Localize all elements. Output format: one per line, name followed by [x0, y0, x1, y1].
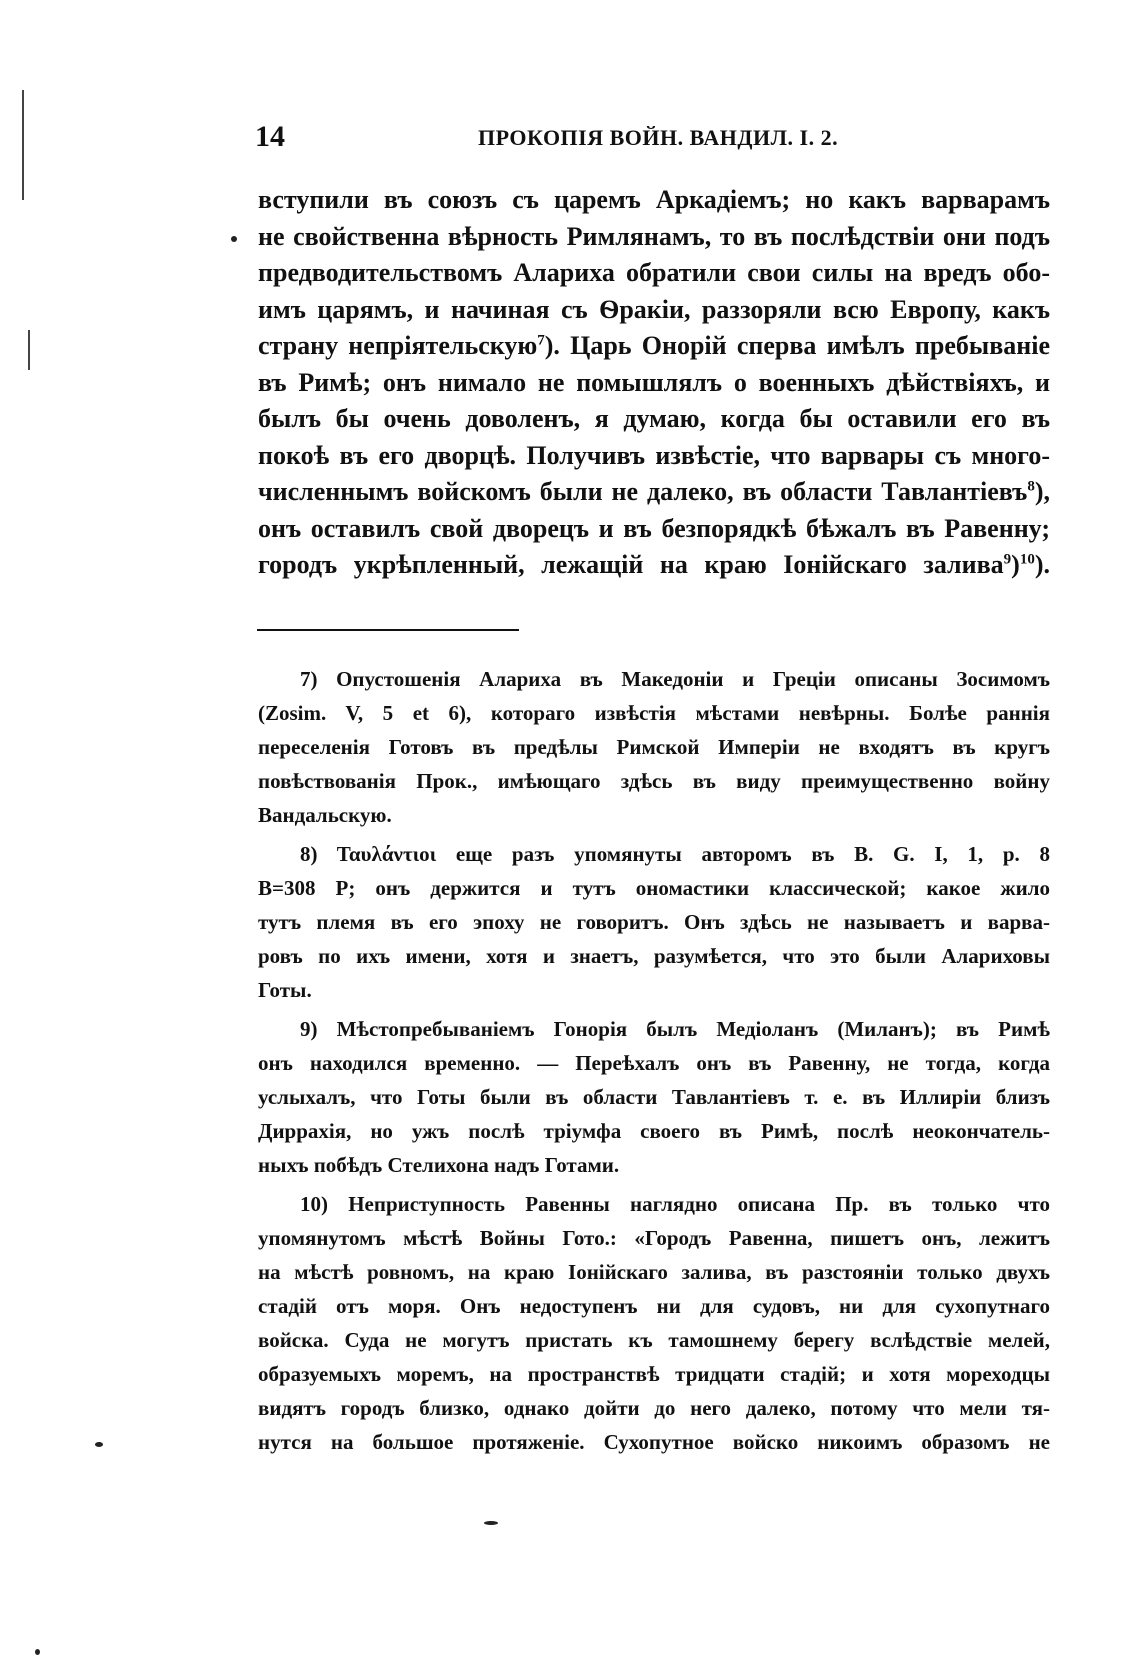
footnote-line: переселенія Готовъ въ предѣлы Римской Имперіи не входятъ въ кругъ	[258, 735, 1050, 759]
footnote-line: услыхалъ, что Готы были въ области Тавлантіевъ т. е. въ Иллиріи близъ	[258, 1085, 1050, 1109]
scan-edge-line	[28, 330, 30, 370]
scan-speck	[231, 236, 237, 242]
footnote-line: видятъ городъ близко, однако дойти до него далеко, потому что мели тя-	[258, 1396, 1050, 1420]
footnote-line: тутъ племя въ его эпоху не говоритъ. Онъ здѣсь не называетъ и варва-	[258, 910, 1050, 934]
footnote-ref-9: 9	[1003, 551, 1012, 568]
running-title: ПРОКОПІЯ ВОЙН. ВАНДИЛ. I. 2.	[478, 125, 839, 150]
footnote-ref-10: 10	[1019, 551, 1035, 568]
footnote-10	[258, 1187, 1050, 1459]
footnote-8	[258, 837, 1050, 1007]
scan-edge-line	[22, 90, 24, 200]
footnote-line: 10) Неприступность Равенны наглядно описана Пр. въ только что	[300, 1192, 1050, 1216]
main-text	[258, 182, 1050, 584]
footnote-ref-8: 8	[1027, 478, 1035, 495]
main-text-line	[258, 474, 1050, 511]
text-fragment: городъ укрѣпленный, лежащій на краю Іонійскаго залива	[258, 550, 1004, 579]
main-text-line: вступили въ союзъ съ царемъ Аркадіемъ; но какъ варварамъ	[258, 185, 1050, 214]
main-text-line: былъ бы очень доволенъ, я думаю, когда бы оставили его въ	[258, 404, 1050, 433]
footnote-line: (Zosim. V, 5 et 6), котораго извѣстія мѣстами невѣрны. Болѣе раннія	[258, 701, 1050, 725]
footnote-line: Готы.	[258, 978, 312, 1002]
footnotes	[258, 662, 1050, 1464]
text-fragment: ),	[1034, 477, 1050, 506]
footnote-line: войска. Суда не могутъ пристать къ тамошнему берегу вслѣдствіе мелей,	[258, 1328, 1050, 1352]
main-text-line: не свойственна вѣрность Римлянамъ, то въ послѣдствіи они подъ	[258, 221, 1050, 251]
main-text-line	[258, 328, 1050, 365]
main-text-line: покоѣ въ его дворцѣ. Получивъ извѣстіе, что варвары съ много-	[258, 440, 1050, 470]
footnote-line: ровъ по ихъ имени, хотя и знаетъ, разумѣется, что это были Алариховы	[258, 944, 1050, 968]
text-fragment: )	[1011, 550, 1020, 579]
footnote-line: повѣствованія Прок., имѣющаго здѣсь въ виду преимущественно войну	[258, 769, 1050, 793]
footnote-line: образуемыхъ моремъ, на пространствѣ тридцати стадій; и хотя мореходцы	[258, 1362, 1050, 1386]
main-text-line	[258, 547, 1050, 584]
footnote-line: B=308 P; онъ держится и тутъ ономастики классической; какое жило	[258, 876, 1050, 900]
scan-speck	[95, 1442, 103, 1447]
footnote-line: 9) Мѣстопребываніемъ Гонорія былъ Медіоланъ (Миланъ); въ Римѣ	[300, 1017, 1050, 1041]
footnote-line: Вандальскую.	[258, 803, 392, 827]
footnote-line: ныхъ побѣдъ Стелихона надъ Готами.	[258, 1153, 620, 1177]
main-text-line: имъ царямъ, и начиная съ Ѳракіи, раззоряли всю Европу, какъ	[258, 294, 1050, 324]
main-text-line: въ Римѣ; онъ нимало не помышлялъ о военныхъ дѣйствіяхъ, и	[258, 367, 1050, 397]
footnote-line: упомянутомъ мѣстѣ Войны Гото.: «Городъ Равенна, пишетъ онъ, лежитъ	[258, 1226, 1050, 1250]
footnote-9	[258, 1012, 1050, 1182]
page-number: 14	[255, 120, 285, 153]
footnote-line: 8) Ταυλάντιοι еще разъ упомянуты авторомъ въ B. G. I, 1, p. 8	[300, 842, 1050, 866]
scan-speck	[35, 1649, 40, 1655]
text-fragment: численнымъ войскомъ были не далеко, въ области Тавлантіевъ	[258, 477, 1028, 506]
page-header	[255, 120, 1025, 170]
text-fragment: ). Царь Онорій сперва имѣлъ пребываніе	[544, 331, 1050, 360]
footnote-line: на мѣстѣ ровномъ, на краю Іонійскаго залива, въ разстояніи только двухъ	[258, 1260, 1050, 1284]
footnote-line: нутся на большое протяженіе. Сухопутное войско никоимъ образомъ не	[258, 1430, 1050, 1454]
footnote-7	[258, 662, 1050, 832]
text-fragment: ).	[1034, 550, 1050, 579]
footnote-line: онъ находился временно. — Переѣхалъ онъ въ Равенну, не тогда, когда	[258, 1051, 1050, 1075]
text-fragment: страну непріятельскую	[258, 331, 538, 360]
main-text-line: предводительствомъ Алариха обратили свои силы на вредъ обо-	[258, 258, 1050, 287]
main-text-line: онъ оставилъ свой дворецъ и въ безпорядкѣ бѣжалъ въ Равенну;	[258, 513, 1050, 543]
footnote-separator	[257, 629, 519, 631]
footnote-line: Диррахія, но ужъ послѣ тріумфа своего въ Римѣ, послѣ неокончатель-	[258, 1119, 1050, 1143]
footnote-line: стадій отъ моря. Онъ недоступенъ ни для судовъ, ни для сухопутнаго	[258, 1294, 1050, 1318]
footnote-ref-7: 7	[537, 332, 545, 349]
footnote-line: 7) Опустошенія Алариха въ Македоніи и Греціи описаны Зосимомъ	[300, 667, 1050, 691]
scan-speck	[484, 1521, 498, 1525]
